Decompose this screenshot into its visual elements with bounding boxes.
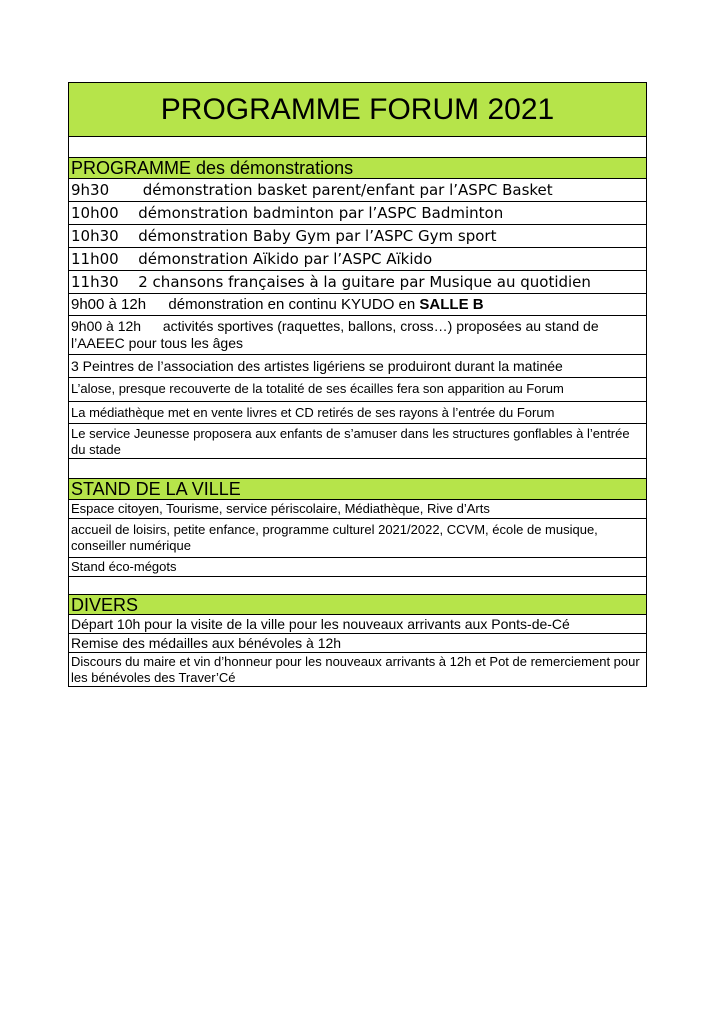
info-row: L’alose, presque recouverte de la totalité de ses écailles fera son apparition au Forum bbox=[69, 378, 646, 402]
schedule-text: démonstration basket parent/enfant par l’ASPC Basket bbox=[142, 181, 553, 199]
section-heading-divers: DIVERS bbox=[69, 595, 646, 615]
stand-row: Espace citoyen, Tourisme, service périscolaire, Médiathèque, Rive d’Arts bbox=[69, 500, 646, 519]
schedule-row bbox=[69, 316, 646, 355]
time-label: 9h00 à 12h bbox=[71, 318, 142, 334]
schedule-row bbox=[69, 225, 646, 248]
time-label: 10h30 bbox=[71, 227, 119, 245]
blank-row bbox=[69, 137, 646, 158]
divers-row: Discours du maire et vin d’honneur pour les nouveaux arrivants à 12h et Pot de remerciement pour les bénévoles des Traver’Cé bbox=[69, 653, 646, 687]
info-row: La médiathèque met en vente livres et CD retirés de ses rayons à l’entrée du Forum bbox=[69, 402, 646, 424]
time-label: 11h00 bbox=[71, 250, 119, 268]
section-heading-stand: STAND DE LA VILLE bbox=[69, 479, 646, 500]
schedule-text: 2 chansons françaises à la guitare par Musique au quotidien bbox=[138, 273, 591, 291]
section-heading-demonstrations: PROGRAMME des démonstrations bbox=[69, 158, 646, 179]
schedule-row bbox=[69, 179, 646, 202]
divers-row: Départ 10h pour la visite de la ville pour les nouveaux arrivants aux Ponts-de-Cé bbox=[69, 615, 646, 634]
schedule-row bbox=[69, 202, 646, 225]
page-title: PROGRAMME FORUM 2021 bbox=[69, 83, 646, 137]
time-label: 9h00 à 12h bbox=[71, 296, 147, 313]
schedule-row bbox=[69, 294, 646, 316]
programme-table bbox=[68, 82, 647, 687]
room-label: SALLE B bbox=[419, 296, 484, 313]
blank-row bbox=[69, 577, 646, 595]
stand-row: accueil de loisirs, petite enfance, programme culturel 2021/2022, CCVM, école de musique, conseiller numérique bbox=[69, 519, 646, 558]
blank-row bbox=[69, 459, 646, 479]
time-label: 9h30 bbox=[71, 181, 110, 199]
stand-row: Stand éco-mégots bbox=[69, 558, 646, 577]
time-label: 10h00 bbox=[71, 204, 119, 222]
info-row: Le service Jeunesse proposera aux enfants de s’amuser dans les structures gonflables à l’entrée du stade bbox=[69, 424, 646, 459]
schedule-row bbox=[69, 248, 646, 271]
divers-row: Remise des médailles aux bénévoles à 12h bbox=[69, 634, 646, 653]
schedule-row bbox=[69, 271, 646, 294]
time-label: 11h30 bbox=[71, 273, 119, 291]
schedule-text: démonstration Baby Gym par l’ASPC Gym sport bbox=[138, 227, 497, 245]
schedule-text: activités sportives (raquettes, ballons, cross…) proposées au stand de l’AAEEC pour tous les âges bbox=[71, 318, 599, 351]
schedule-text: démonstration Aïkido par l’ASPC Aïkido bbox=[138, 250, 433, 268]
schedule-text: démonstration badminton par l’ASPC Badminton bbox=[138, 204, 504, 222]
info-row: 3 Peintres de l’association des artistes ligériens se produiront durant la matinée bbox=[69, 355, 646, 378]
schedule-text: démonstration en continu KYUDO en bbox=[168, 296, 416, 313]
